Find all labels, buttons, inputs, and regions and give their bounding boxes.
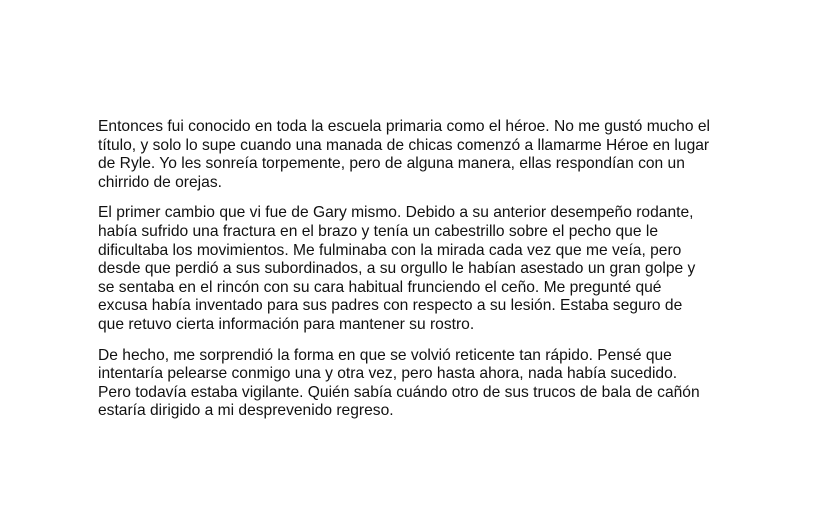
text-line: de Ryle. Yo les sonreía torpemente, pero de alguna manera, ellas respondían con un bbox=[98, 155, 685, 173]
text-line: chirrido de orejas. bbox=[98, 173, 222, 191]
text-line: que retuvo cierta información para mantener su rostro. bbox=[98, 315, 475, 333]
text-line: Entonces fui conocido en toda la escuela primaria como el héroe. No me gustó mucho el bbox=[98, 118, 710, 135]
text-line: dificultaba los movimientos. Me fulminaba con la mirada cada vez que me veía, pero bbox=[98, 241, 682, 259]
text-line: se sentaba en el rincón con su cara habitual frunciendo el ceño. Me pregunté qué bbox=[98, 278, 662, 296]
text-line: había sufrido una fractura en el brazo y tenía un cabestrillo sobre el pecho que le bbox=[98, 222, 658, 240]
paragraph-3 bbox=[98, 347, 728, 421]
document-body bbox=[98, 118, 728, 433]
text-line: desde que perdió a sus subordinados, a su orgullo le habían asestado un gran golpe y bbox=[98, 260, 696, 278]
text-line: Pero todavía estaba vigilante. Quién sabía cuándo otro de sus trucos de bala de cañón bbox=[98, 383, 700, 401]
text-line: intentaría pelearse conmigo una y otra vez, pero hasta ahora, nada había sucedido. bbox=[98, 365, 678, 383]
text-line: estaría dirigido a mi desprevenido regreso. bbox=[98, 402, 394, 420]
paragraph-1 bbox=[98, 118, 728, 192]
paragraph-2 bbox=[98, 204, 728, 334]
text-line: De hecho, me sorprendió la forma en que se volvió reticente tan rápido. Pensé que bbox=[98, 346, 672, 364]
text-line: excusa había inventado para sus padres con respecto a su lesión. Estaba seguro de bbox=[98, 297, 683, 315]
text-line: título, y solo lo supe cuando una manada de chicas comenzó a llamarme Héroe en lugar bbox=[98, 136, 710, 154]
text-line: El primer cambio que vi fue de Gary mismo. Debido a su anterior desempeño rodante, bbox=[98, 204, 694, 222]
